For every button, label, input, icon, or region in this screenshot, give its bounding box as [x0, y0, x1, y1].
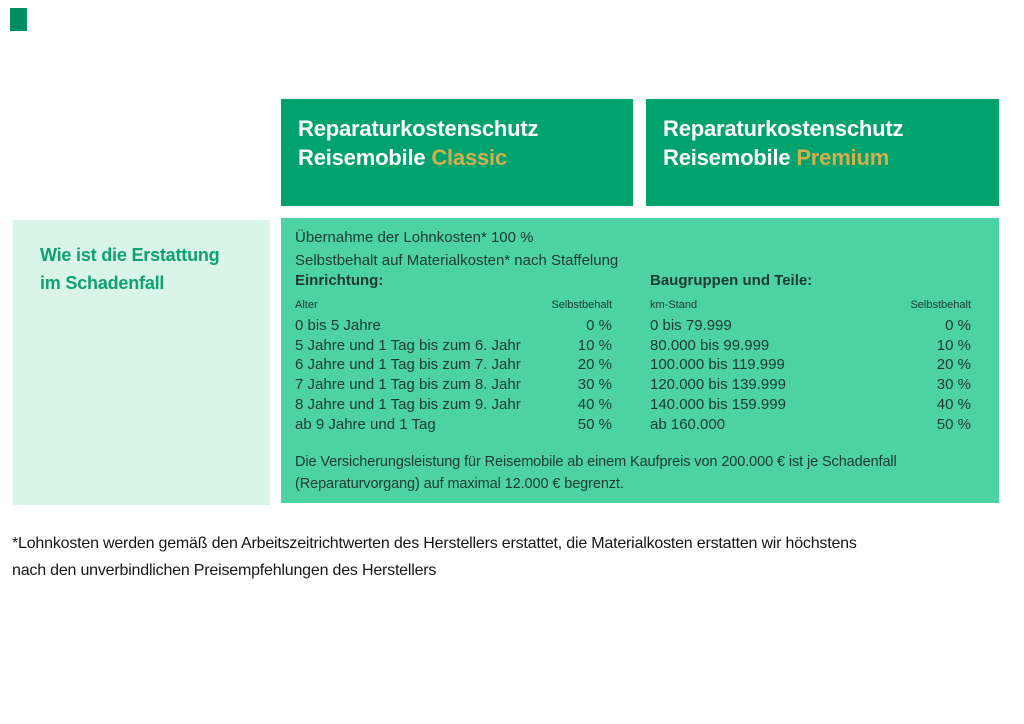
- footnote: [12, 531, 857, 584]
- col-header-selbstbehalt: Selbstbehalt: [910, 299, 971, 311]
- footnote-line1: *Lohnkosten werden gemäß den Arbeitszeitrichtwerten des Herstellers erstattet, die Materialkosten erstatten wir höchstens: [12, 535, 857, 552]
- header-premium-line2: Reisemobile Premium: [663, 145, 890, 170]
- table-row: 140.000 bis 159.999 40 %: [650, 395, 971, 413]
- header-classic: [281, 99, 633, 206]
- table-row: 0 bis 79.999 0 %: [650, 317, 971, 334]
- baugruppen-heading: Baugruppen und Teile:: [650, 272, 813, 289]
- table-row: 0 bis 5 Jahre 0 %: [295, 317, 612, 334]
- table-row: 120.000 bis 139.999 30 %: [650, 376, 971, 394]
- table-row: 6 Jahre und 1 Tag bis zum 7. Jahr 20 %: [295, 356, 612, 374]
- col-header-km-stand: km-Stand: [650, 299, 698, 311]
- panel-intro: [295, 227, 618, 272]
- table-row: 5 Jahre und 1 Tag bis zum 6. Jahr 10 %: [295, 336, 612, 354]
- variant-premium: Premium: [796, 145, 890, 170]
- col-header-selbstbehalt: Selbstbehalt: [551, 299, 612, 311]
- table-row: 80.000 bis 99.999 10 %: [650, 336, 971, 354]
- table-row: 8 Jahre und 1 Tag bis zum 9. Jahr 40 %: [295, 395, 612, 413]
- footnote-line2: nach den unverbindlichen Preisempfehlungen des Herstellers: [12, 561, 437, 579]
- benefits-panel: [281, 218, 999, 503]
- header-classic-line2: Reisemobile Classic: [298, 145, 507, 170]
- einrichtung-heading: Einrichtung:: [295, 272, 384, 289]
- question-panel: [13, 220, 270, 505]
- table-row: 7 Jahre und 1 Tag bis zum 8. Jahr 30 %: [295, 376, 612, 394]
- question-title: Wie ist die Erstattung im Schadenfall: [40, 245, 220, 293]
- brand-mark: [10, 8, 27, 31]
- einrichtung-column-headers: [295, 299, 612, 312]
- col-header-alter: Alter: [295, 299, 318, 311]
- table-baugruppen: [650, 271, 971, 434]
- variant-classic: Classic: [431, 145, 507, 170]
- intro-selbstbehalt: Selbstbehalt auf Materialkosten* nach Staffelung: [295, 251, 619, 269]
- table-einrichtung: [295, 271, 612, 434]
- limit-note: Die Versicherungsleistung für Reisemobile ab einem Kaufpreis von 200.000 € ist je Schadenfall (Reparaturvorgang) auf maximal 12.000 € begrenzt.: [295, 454, 897, 492]
- table-row: ab 160.000 50 %: [650, 415, 971, 433]
- table-row: 100.000 bis 119.999 20 %: [650, 356, 971, 374]
- table-row: ab 9 Jahre und 1 Tag 50 %: [295, 415, 612, 433]
- header-classic-line1: Reparaturkostenschutz: [298, 116, 539, 141]
- baugruppen-column-headers: [650, 299, 971, 312]
- header-premium: [646, 99, 999, 206]
- intro-lohnkosten: Übernahme der Lohnkosten* 100 %: [295, 229, 534, 246]
- header-premium-line1: Reparaturkostenschutz: [663, 116, 904, 141]
